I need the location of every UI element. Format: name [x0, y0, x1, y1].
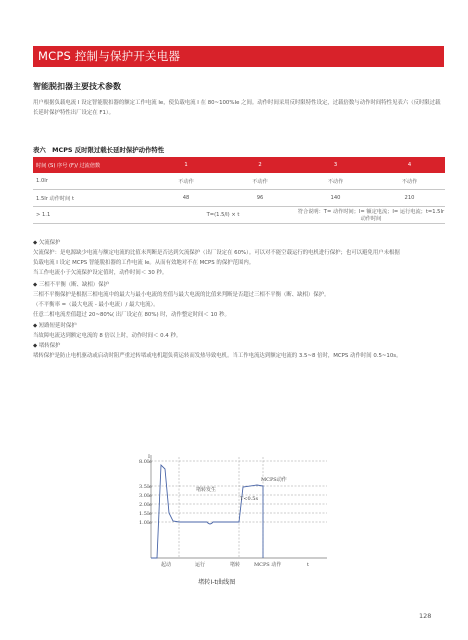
table-header-cell: 1 [149, 157, 223, 173]
table-formula-cell: T=(1.5/I) × t [149, 207, 297, 224]
table-note-cell: 符合说明：T= 动作时间；I= 额定电流；I= 运行电流；t=1.5Ir 动作时间 [297, 207, 445, 224]
y-tick-label: 3.0Ie [139, 493, 152, 499]
y-axis-label: I [148, 454, 150, 460]
y-tick-label: 3.5Ie [139, 484, 152, 490]
section-title: ◆ 短路短延时保护 [33, 323, 77, 329]
chart-caption: 堵转I-t曲线图 [198, 579, 236, 586]
table-caption: 表六 MCPS 反时限过载长延时保护动作特性 [33, 146, 165, 154]
stall-curve-diagram [139, 453, 329, 575]
table-cell: 不动作 [149, 173, 223, 190]
diamond-bullet-icon: ◆ [33, 282, 38, 288]
x-phase-label: 起动 [161, 562, 172, 568]
section-title: ◆ 堵转保护 [33, 343, 61, 349]
table-header-cell: 4 [374, 157, 445, 173]
table-cell: 96 [223, 190, 297, 207]
text-line: 负载电流 I 设定 MCPS 智能脱扣器的工作电流 Ie。从而有效地对不在 MCPS 的保护范围内。 [33, 260, 255, 266]
diamond-bullet-icon: ◆ [33, 240, 38, 246]
y-tick-label: 1.5Ie [139, 511, 152, 517]
table-cell: 1.5Ir 动作时间 t [33, 190, 149, 207]
text-line: 当工作电流小于欠流保护设定值时，动作时间＜ 30 秒。 [33, 270, 168, 276]
table-cell: 1.0Ir [33, 173, 149, 190]
table-header-row [33, 157, 445, 173]
table-cell: > 1.1 [33, 207, 149, 224]
section-heading: 智能脱扣器主要技术参数 [33, 82, 121, 91]
short-circuit-section [33, 321, 445, 341]
text-line: （不平衡率 =（最大电流 - 最小电流）/ 最大电流）。 [33, 302, 159, 308]
annotation-stall-start: 堵转发生 [196, 487, 217, 493]
table-header-cell: 3 [297, 157, 374, 173]
table-row [33, 207, 445, 224]
table-header-cell: 时间 (S) 序号 (F)/ 过流倍数 [33, 157, 149, 173]
diamond-bullet-icon: ◆ [33, 323, 38, 329]
annotation-time-limit: T<0.5s [240, 496, 259, 502]
x-phase-label: 堵转 [230, 562, 241, 568]
imbalance-section [33, 280, 445, 320]
y-tick-label: 2.0Ie [139, 502, 152, 508]
intro-paragraph: 用户根据负载电流 I 设定智能脱扣器的额定工作电流 Ie，使负载电流 I 在 80~100%Ie 之间。动作时间采用反时限特性设定，过载倍数与动作时间特性见表六（反时限过载长延时保护特性出厂设定在 F1）。 [33, 100, 441, 116]
section-banner: MCPS 控制与保护开关电器 [33, 46, 444, 67]
x-axis-label: t [307, 562, 310, 568]
table-row [33, 173, 445, 190]
table-cell: 不动作 [374, 173, 445, 190]
current-curve [151, 465, 263, 558]
text-line: 堵转保护是防止电机驱动或启动时阻严重过转堵或电机超负荷运转而发热导致电机。当工作电流达到额定电流的 3.5~8 倍时，MCPS 动作时间 0.5~10s。 [33, 353, 402, 359]
section-title: ◆ 三相不平衡（断、缺相）保护 [33, 282, 109, 288]
text-line: 当故障电流达到额定电流的 8 倍以上时，动作时间＜ 0.4 秒。 [33, 333, 182, 339]
table-cell: 不动作 [223, 173, 297, 190]
x-phase-label: 运行 [195, 562, 206, 568]
x-phase-label: MCPS 动作 [254, 562, 282, 568]
table-cell: 48 [149, 190, 223, 207]
y-tick-label: 8.0Ie [139, 459, 152, 465]
table-cell: 不动作 [297, 173, 374, 190]
stall-section [33, 341, 445, 361]
annotation-mcps-trip: MCPS动作 [261, 477, 287, 483]
diamond-bullet-icon: ◆ [33, 343, 38, 349]
table-header-cell: 2 [223, 157, 297, 173]
overload-characteristic-table [33, 157, 445, 224]
text-line: 欠流保护：是电源缺少电流与额定电流的比值未判断是否达到欠流保护（出厂设定在 60%）。可以对不能空载运行的电机进行保护；也可以避免用户未根据 [33, 250, 400, 256]
y-tick-label: 1.0Ie [139, 520, 152, 526]
table-cell: 140 [297, 190, 374, 207]
text-line: 三相不平衡保护是根据三相电流中的最大与最小电流的差值与最大电流的比值来判断是否超过三相不平衡（断、缺相）保护。 [33, 292, 330, 298]
undercurrent-section [33, 238, 445, 278]
table-row [33, 190, 445, 207]
table-cell: 210 [374, 190, 445, 207]
section-title: ◆ 欠流保护 [33, 240, 61, 246]
page-number: 128 [419, 612, 432, 620]
text-line: 任意二相电流差值超过 20~80%( 出厂设定在 80%) 时，动作整定时间＜ 10 秒。 [33, 312, 230, 318]
